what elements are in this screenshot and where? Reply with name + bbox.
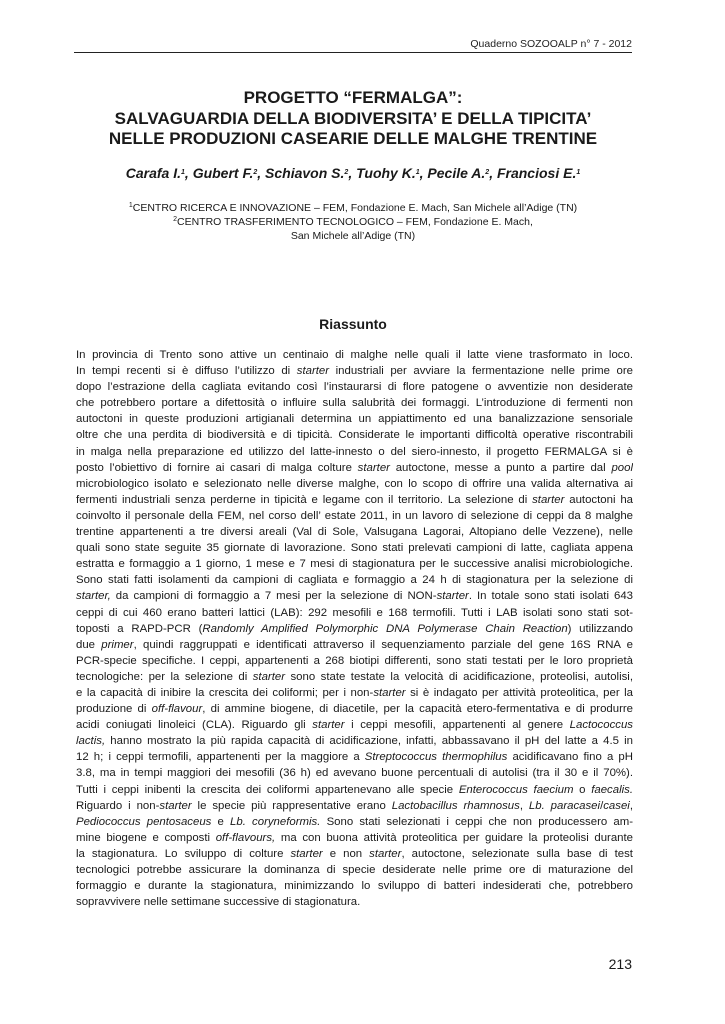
- abstract-line: [76, 605, 633, 621]
- text-run: estratta e formaggio a 1 giorno, 1 mese e 7 mesi di stagionatura per le successive analisi microbiologiche.: [76, 558, 633, 571]
- italic-term: starter: [373, 686, 406, 699]
- text-run: toposti a RAPD-PCR (: [76, 622, 203, 635]
- text-run: sono state testate la velocità di acidificazione, proteolisi, autolisi,: [285, 670, 633, 683]
- abstract-line: [76, 476, 633, 492]
- abstract-line: [76, 749, 633, 765]
- text-run: formaggio e durante la stagionatura, minimizzando lo sviluppo di batteri indesiderati che, potrebbero: [76, 880, 633, 893]
- journal-header: Quaderno SOZOOALP n° 7 - 2012: [470, 38, 632, 50]
- author-affiliation-marker: 1: [181, 169, 185, 176]
- text-run: autoctone, messe a punto a partire dal: [389, 461, 612, 474]
- text-run: ceppi di cui 460 erano batteri lattici (LAB): 292 mesofili e 168 termofili. Tutti i LAB isolati sono stati sot-: [76, 606, 633, 619]
- text-run: trentine appartenenti a tre diversi areali (Val di Sole, Valsugana Lagorai, Altopiano delle Vezzene), nelle: [76, 526, 633, 539]
- text-run: PCR-specie specifiche. I ceppi, appartenenti a 268 biotipi differenti, sono stati testati per le loro proprietà: [76, 654, 633, 667]
- text-run: da campioni di formaggio a 7 mesi per la selezione di NON-: [110, 590, 437, 603]
- italic-term: starter: [252, 670, 286, 683]
- text-run: ,: [629, 799, 633, 812]
- text-run: acidi coniugati linoleici (CLA). Riguardo gli: [76, 719, 313, 732]
- abstract-line: [76, 894, 633, 910]
- abstract-line: [76, 814, 633, 830]
- text-run: /: [600, 799, 604, 812]
- abstract-line: [76, 347, 633, 363]
- text-run: ,: [519, 799, 529, 812]
- text-run: i ceppi mesofili, appartenenti al genere: [344, 719, 570, 732]
- paper-title: [74, 88, 632, 150]
- abstract-line: [76, 395, 633, 411]
- text-run: coinvolto il personale della FEM, nel corso dell’ estate 2011, in un lavoro di selezione di ceppi da 8 malghe: [76, 509, 633, 522]
- abstract-line: [76, 508, 633, 524]
- text-run: produzione di: [76, 703, 152, 716]
- abstract-line: [76, 588, 633, 604]
- text-run: industriali per avviare la fermentazione nelle prime ore: [329, 365, 633, 378]
- text-run: dopo l’estrazione della cagliata evitando così l’instaurarsi di flore patogene o avventizie non desiderate: [76, 381, 633, 394]
- abstract-line: [76, 862, 633, 878]
- author-name: Tuohy K.: [356, 165, 416, 181]
- text-run: tecnologici potrebbe assicurare la dominanza di specie desiderate nelle prime ore di maturazione del: [76, 864, 633, 876]
- text-run: . In totale sono stati isolati 643: [468, 590, 633, 603]
- text-run: o: [573, 783, 592, 796]
- italic-term: off-flavour: [151, 703, 203, 716]
- italic-term: faecalis.: [591, 783, 633, 796]
- text-run: Sono stati fatti isolamenti da campioni di cagliata e formaggio a 24 h di stagionatura per la selezione di: [76, 574, 633, 587]
- abstract-line: [76, 798, 633, 814]
- italic-term: primer: [101, 638, 134, 651]
- abstract-line: [76, 765, 633, 781]
- abstract-line: [76, 572, 633, 588]
- italic-term: starter,: [76, 590, 111, 603]
- italic-term: casei: [603, 799, 630, 812]
- affiliation-marker: 1: [128, 202, 133, 209]
- author-affiliation-marker: 1: [415, 169, 420, 176]
- text-run: 3.8, ma in tempi maggiori dei mesofili (36 h) ed avevano buone percentuali di autolisi (tra il 30 e il 70%).: [76, 767, 633, 780]
- text-run: acidificavano fino a pH: [507, 751, 633, 764]
- affiliation-marker: 2: [173, 216, 177, 223]
- italic-term: starter: [532, 493, 565, 506]
- abstract-line: [76, 685, 633, 701]
- text-run: In provincia di Trento sono attive un centinaio di malghe nelle quali il latte viene trasformato in loco.: [76, 349, 633, 361]
- author-name: Carafa I.: [125, 165, 181, 181]
- italic-term: starter: [369, 847, 402, 860]
- abstract-body: [76, 347, 633, 910]
- affiliation-text: CENTRO RICERCA E INNOVAZIONE – FEM, Fondazione E. Mach, San Michele all’Adige (TN): [132, 202, 578, 214]
- abstract-line: [76, 830, 633, 846]
- abstract-line: [76, 653, 633, 669]
- text-run: autoctoni ha: [564, 493, 633, 506]
- page-number: 213: [608, 956, 632, 972]
- italic-term: Lactobacillus rhamnosus: [391, 799, 520, 812]
- text-run: due: [76, 638, 102, 651]
- italic-term: Lactococcus: [569, 719, 633, 732]
- text-run: che potrebbero portare a difettosità o influire sulla salubrità dei formaggi. L’introduzione di fermenti non: [76, 397, 633, 410]
- text-run: e: [211, 815, 231, 828]
- affiliation-text: CENTRO TRASFERIMENTO TECNOLOGICO – FEM, Fondazione E. Mach,: [176, 216, 533, 228]
- text-run: fermenti industriali senza perderne in tipicità e legame con il territorio. La selezione di: [76, 493, 533, 506]
- italic-term: Pediococcus pentosaceus: [76, 815, 212, 828]
- italic-term: starter: [290, 847, 323, 860]
- abstract-line: [76, 717, 633, 733]
- text-run: hanno mostrato la più rapida capacità di acidificazione, infatti, abbassavano il pH del latte a 4.5 in: [105, 735, 633, 748]
- affiliations: [74, 201, 632, 243]
- affiliation-1: [74, 201, 632, 215]
- abstract-line: [76, 492, 633, 508]
- italic-term: Streptococcus thermophilus: [364, 751, 508, 764]
- text-run: si è indagato per attività proteolitica, per la: [405, 686, 633, 699]
- affiliation-2: [74, 215, 632, 229]
- text-run: , di ammine biogene, di diacetile, per la capacità etero-fermentativa e di produrre: [202, 703, 633, 716]
- author-list: Carafa I.$^1$, Gubert F.$^2$, Schiavon S.$^2$, Tuohy K.$^1$, Pecile A.$^2$, Franciosi E.$^1$: [125, 165, 581, 181]
- text-run: Riguardo i non-: [76, 799, 160, 812]
- abstract-line: [76, 621, 633, 637]
- italic-term: starter: [357, 461, 390, 474]
- italic-term: Lb. coryneformis.: [230, 815, 321, 828]
- abstract-line: [76, 701, 633, 717]
- text-run: ma con buona attività proteolitica per guidare la proteolisi durante: [275, 831, 633, 844]
- abstract-line: [76, 669, 633, 685]
- italic-term: Randomly Amplified Polymorphic DNA Polymerase Chain Reaction: [202, 622, 568, 635]
- abstract-line: [76, 556, 633, 572]
- italic-term: starter: [312, 719, 345, 732]
- author-affiliation-marker: 1: [576, 169, 581, 176]
- text-run: Tutti i ceppi inibenti la crescita dei coliformi appartenevano alle specie: [76, 783, 459, 796]
- text-run: microbiologico isolato e selezionato nelle diverse malghe, con lo scopo di offrire una valida alternativa ai: [76, 477, 633, 490]
- author-name: Gubert F.: [192, 165, 254, 181]
- text-run: 12 h; i ceppi termofili, appartenenti per la maggiore a: [76, 751, 365, 764]
- italic-term: Enterococcus faecium: [458, 783, 574, 796]
- title-line: SALVAGUARDIA DELLA BIODIVERSITA’ E DELLA TIPICITA’: [114, 108, 592, 128]
- text-run: ) utilizzando: [567, 622, 633, 635]
- italic-term: off-flavours,: [215, 831, 276, 844]
- abstract-line: [76, 637, 633, 653]
- text-run: autoctoni in queste produzioni artigianali determina un appiattimento ed una banalizzazione sensoriale: [76, 413, 633, 426]
- title-line: PROGETTO “FERMALGA”:: [243, 88, 463, 107]
- abstract-line: [76, 782, 633, 798]
- abstract-line: [76, 444, 633, 460]
- affiliation-2-continued: San Michele all’Adige (TN): [290, 230, 416, 242]
- text-run: in malga nella preparazione ed utilizzo del latte-innesto o del siero-innesto, il progetto FERMALGA si è: [76, 445, 633, 458]
- abstract-line: [76, 540, 633, 556]
- italic-term: starter: [436, 590, 469, 603]
- text-run: le specie più rappresentative erano: [191, 799, 392, 812]
- abstract-line: [76, 379, 633, 395]
- italic-term: lactis,: [76, 735, 106, 748]
- italic-term: pool: [611, 461, 633, 474]
- text-run: In tempi recenti si è diffuso l’utilizzo di: [76, 365, 297, 378]
- text-run: la stagionatura. Lo sviluppo di colture: [76, 847, 291, 860]
- text-run: , autoctone, selezionate sulla base di test: [401, 847, 633, 860]
- author-name: Pecile A.: [427, 165, 486, 181]
- text-run: oltre che una perdita di biodiversità e di tipicità. Considerate le importanti difficoltà operative riscontrabili: [76, 429, 633, 442]
- text-run: e non: [322, 847, 370, 860]
- author-affiliation-marker: 2: [344, 169, 349, 176]
- abstract-line: [76, 733, 633, 749]
- author-name: Schiavon S.: [265, 165, 345, 181]
- italic-term: starter: [159, 799, 192, 812]
- abstract-line: [76, 460, 633, 476]
- text-run: sopravvivere nelle settimane successive di stagionatura.: [76, 896, 361, 909]
- text-run: quali sono state seguite 35 giornate di lavorazione. Sono stati prelevati campioni di latte, cagliata appena: [76, 542, 633, 555]
- text-run: posto l’obiettivo di fornire ai casari di malga colture: [76, 461, 358, 474]
- author-affiliation-marker: 2: [253, 169, 258, 176]
- text-run: mine biogene e composti: [76, 831, 216, 844]
- text-run: Sono stati selezionati i ceppi che non producessero am-: [320, 815, 633, 828]
- italic-term: starter: [296, 365, 330, 378]
- text-run: , quindi raggruppati e identificati attraverso il sequenziamento parziale del gene 16S RNA e: [133, 638, 633, 651]
- author-affiliation-marker: 2: [485, 169, 490, 176]
- abstract-line: [76, 878, 633, 894]
- section-heading: Riassunto: [319, 316, 387, 332]
- italic-term: Lb. paracasei: [528, 799, 601, 812]
- text-run: e la capacità di inibire la crescita dei coliformi; per i non-: [76, 686, 374, 699]
- abstract-line: [76, 846, 633, 862]
- abstract-line: [76, 524, 633, 540]
- author-name: Franciosi E.: [496, 165, 577, 181]
- abstract-line: [76, 363, 633, 379]
- title-line: NELLE PRODUZIONI CASEARIE DELLE MALGHE TRENTINE: [108, 129, 598, 148]
- abstract-line: [76, 411, 633, 427]
- abstract-line: [76, 427, 633, 443]
- text-run: tecnologiche: per la selezione di: [76, 670, 253, 683]
